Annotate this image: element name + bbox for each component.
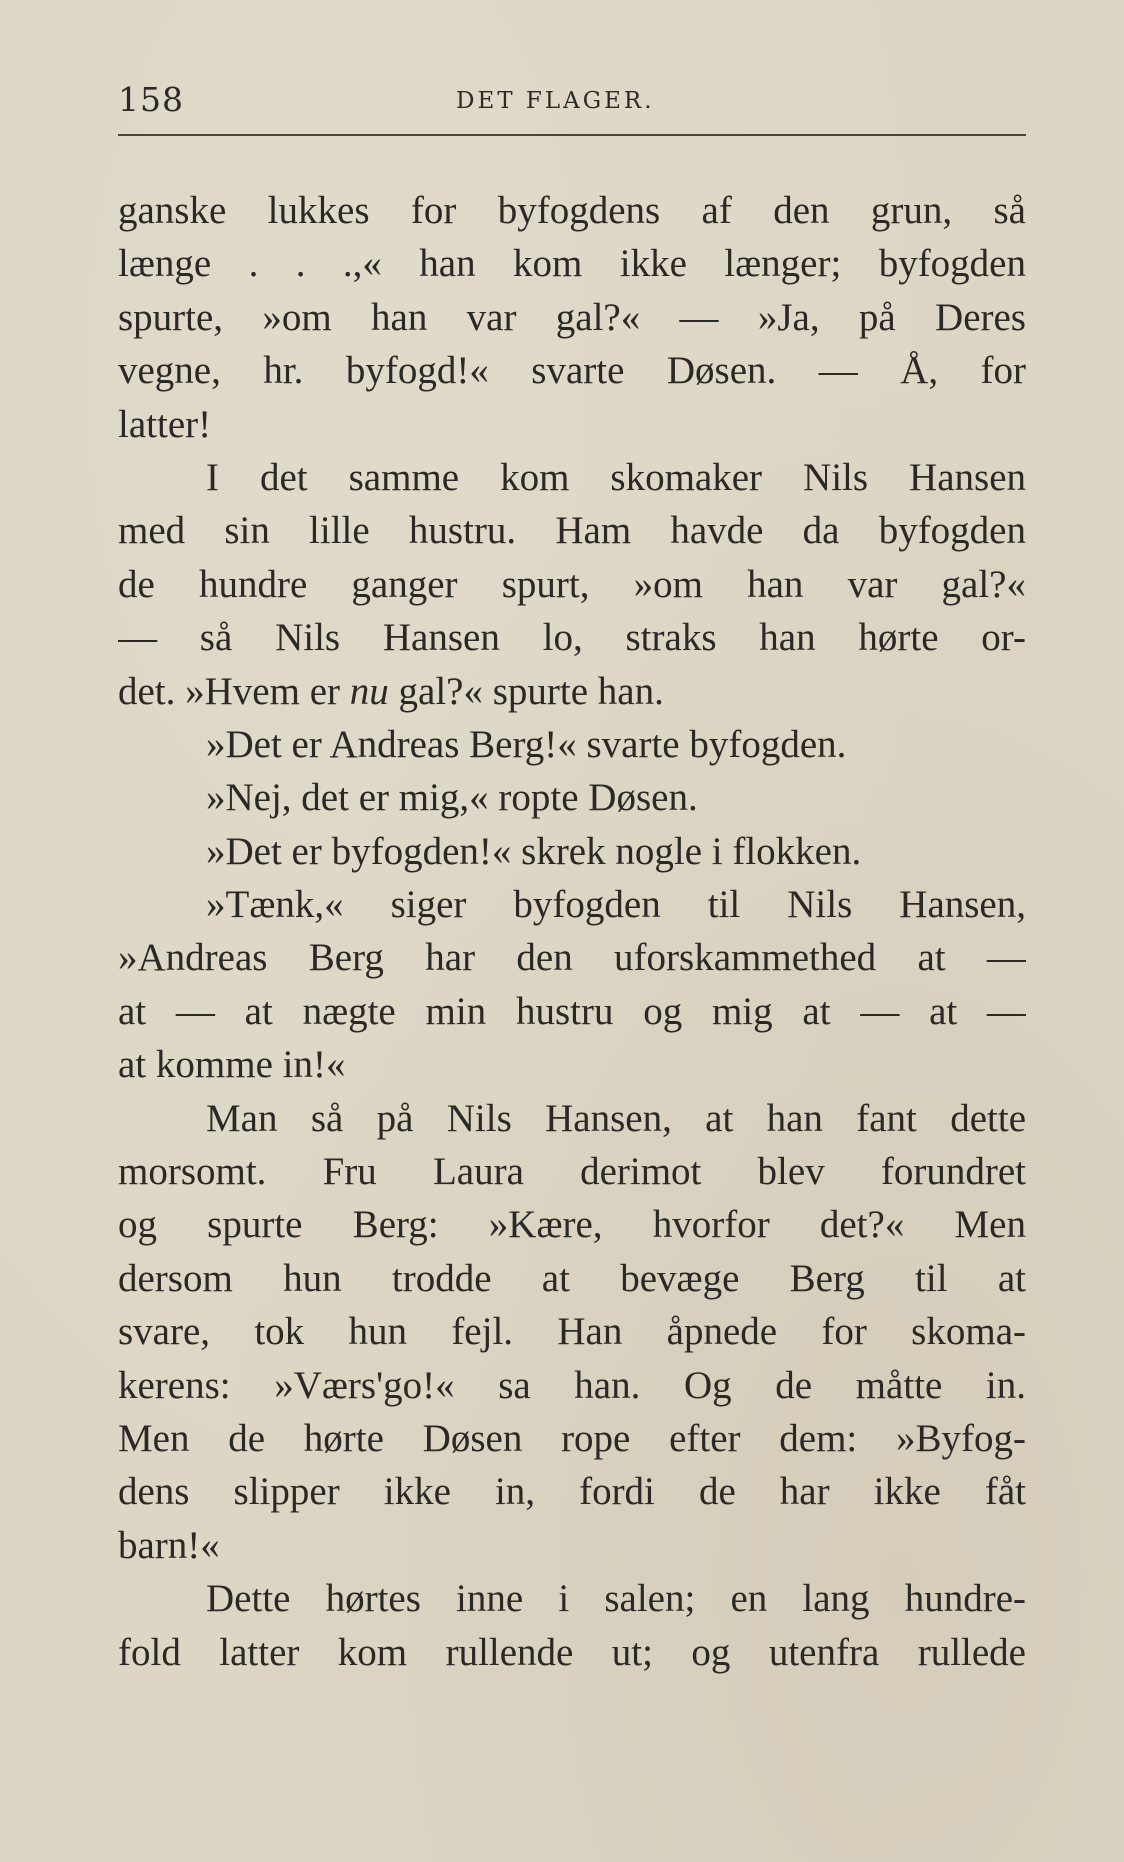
- text-line: længe . . .,« han kom ikke længer; byfogden: [118, 242, 1026, 286]
- page-header: [118, 62, 1026, 122]
- text-line: »Tænk,« siger byfogden til Nils Hansen,: [206, 883, 1026, 927]
- text-line: svare, tok hun fejl. Han åpnede for skoma-: [118, 1310, 1026, 1354]
- text-line: kerens: »Værs'go!« sa han. Og de måtte in.: [118, 1363, 1026, 1407]
- text-line: — så Nils Hansen lo, straks han hørte or-: [118, 616, 1026, 660]
- header-rule: [118, 134, 1026, 136]
- text-line: vegne, hr. byfogd!« svarte Døsen. — Å, for: [118, 349, 1026, 393]
- text-line: og spurte Berg: »Kære, hvorfor det?« Men: [118, 1203, 1026, 1247]
- text-line: de hundre ganger spurt, »om han var gal?«: [118, 562, 1026, 606]
- body-text: [118, 184, 1026, 1679]
- running-head: DET FLAGER.: [456, 88, 655, 114]
- text-line: at — at nægte min hustru og mig at — at —: [118, 989, 1026, 1033]
- text-line: ganske lukkes for byfogdens af den grun, så: [118, 189, 1026, 232]
- text-line: at komme in!«: [118, 1043, 346, 1087]
- page-number: 158: [118, 80, 184, 119]
- text-line: dens slipper ikke in, fordi de har ikke fåt: [118, 1470, 1026, 1514]
- text-line: barn!«: [118, 1523, 220, 1567]
- text-line: latter!: [118, 402, 212, 446]
- text-line: »Andreas Berg har den uforskammethed at —: [118, 936, 1026, 980]
- text-line: Man så på Nils Hansen, at han fant dette: [206, 1096, 1026, 1140]
- text-line: »Det er Andreas Berg!« svarte byfogden.: [206, 722, 847, 766]
- text-line: »Det er byfogden!« skrek nogle i flokken.: [206, 829, 862, 873]
- italic-word: nu: [349, 669, 389, 713]
- text-line: dersom hun trodde at bevæge Berg til at: [118, 1256, 1026, 1300]
- text-line: Men de hørte Døsen rope efter dem: »Byfog-: [118, 1416, 1026, 1460]
- text-line: med sin lille hustru. Ham havde da byfogden: [118, 509, 1026, 553]
- text-segment: gal?« spurte han.: [388, 669, 664, 713]
- text-line: I det samme kom skomaker Nils Hansen: [206, 455, 1026, 499]
- text-line: [118, 665, 1026, 718]
- text-line: Dette hørtes inne i salen; en lang hundre-: [206, 1577, 1026, 1621]
- text-line: »Nej, det er mig,« ropte Døsen.: [206, 776, 698, 820]
- text-line: fold latter kom rullende ut; og utenfra rullede: [118, 1630, 1026, 1674]
- text-line: spurte, »om han var gal?« — »Ja, på Deres: [118, 295, 1026, 339]
- text-line: morsomt. Fru Laura derimot blev forundret: [118, 1150, 1026, 1194]
- text-segment: det. »Hvem er: [118, 669, 350, 713]
